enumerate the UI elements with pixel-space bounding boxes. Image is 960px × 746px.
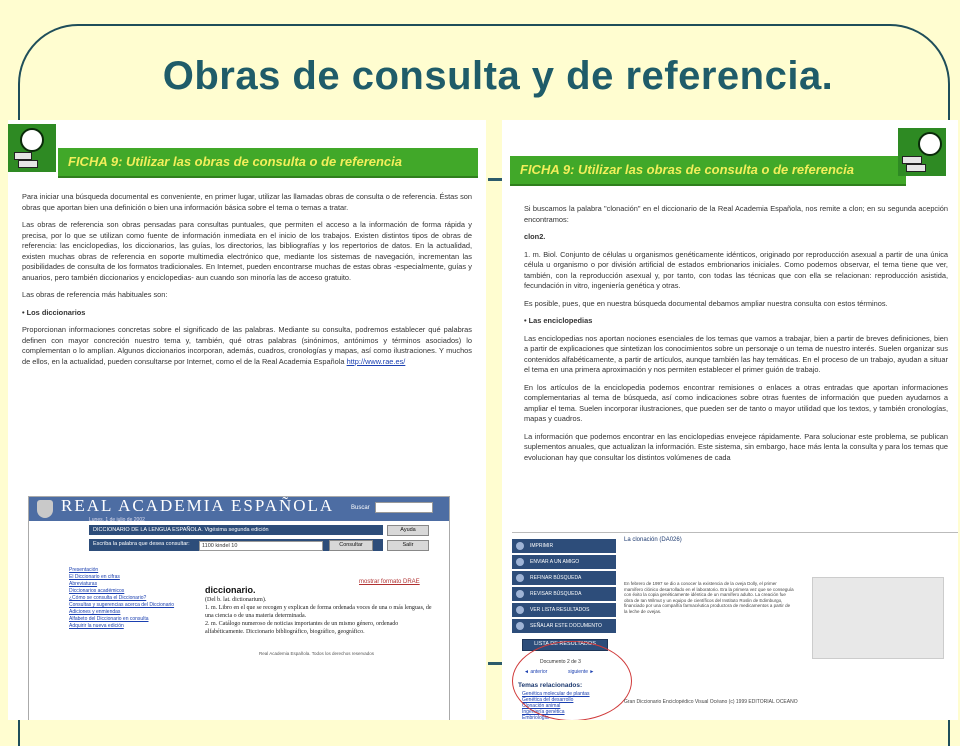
- article-image: [812, 577, 944, 659]
- dict-entry: [205, 585, 439, 636]
- related-link[interactable]: Clonación animal: [522, 703, 561, 709]
- consulta-label: Escriba la palabra que desea consultar:: [93, 541, 190, 547]
- rae-link[interactable]: http://www.rae.es/: [346, 356, 406, 366]
- paragraph: En los artículos de la enciclopedia podemos encontrar remisiones o enlaces a otras entradas que aportan informaciones complementarias al tema de búsqueda, así como indicaciones sobre otras fuentes de información que pueden ayudarnos a ampliar el tema. Suelen incorporar ilustraciones, que pueden ser de tanto o mayor utilidad que los textos, y también cronologías, mapas y cuadros.: [524, 382, 948, 423]
- right-page-body: [524, 204, 948, 470]
- paragraph: Las obras de referencia más habituales son:: [22, 290, 168, 299]
- side-button-senalar[interactable]: SEÑALAR ESTE DOCUMENTO: [512, 619, 616, 633]
- left-page-body: [22, 192, 472, 374]
- paragraph-text: Proporcionan informaciones concretas sobre el significado de las palabras. Mediante su consulta, podremos establecer qué palabras definen con mayor concreción nuestro tema y, también, qué otras palabras (sinónimos, antónimos y términos asociados) lo complementan o lo amplían. Algunos diccionarios incorporan, además, cuadros, cronologías y mapas, así como ilustraciones. Y muchos de ellos, en la actualidad, pueden consultarse por Internet, como el de la Real Academia Española: [22, 325, 472, 366]
- slide-title: Obras de consulta y de referencia.: [162, 54, 834, 98]
- entry-etymology: (Del b. lat. dictionarium).: [205, 597, 267, 603]
- rae-crest-icon: [37, 500, 53, 518]
- side-button-revisar[interactable]: REVISAR BÚSQUEDA: [512, 587, 616, 601]
- divider-dash: [488, 178, 502, 181]
- consulta-input[interactable]: [199, 541, 323, 551]
- book-icon: [18, 160, 38, 168]
- dict-bar: DICCIONARIO DE LA LENGUA ESPAÑOLA. Vigésima segunda edición: [89, 525, 383, 535]
- buscar-label: Buscar: [351, 505, 370, 511]
- ficha-logo: [898, 128, 946, 176]
- book-icon: [902, 156, 922, 164]
- globe-icon: [20, 128, 44, 152]
- book-icon: [14, 152, 32, 160]
- side-button-imprimir[interactable]: IMPRIMIR: [512, 539, 616, 553]
- paragraph: Las enciclopedias nos aportan nociones esenciales de los temas que vamos a trabajar, bien a partir de breves definiciones, bien a partir de explicaciones que sintetizan los conocimientos sobre un personaje o un tema de nuestro interés. Suelen organizar sus contenidos alfabéticamente, a partir de artículos, aunque también las hay temáticas. En el proceso de un trabajo, ayudan a situar el tema en una primera aproximación y nos permiten establecer el primer guión de trabajo.: [524, 333, 948, 374]
- formato-link[interactable]: mostrar formato DRAE: [359, 579, 420, 585]
- rae-menu: [69, 567, 199, 630]
- menu-link[interactable]: Alfabeto del Diccionario en consulta: [69, 616, 149, 622]
- menu-link[interactable]: Diccionarios académicos: [69, 588, 125, 594]
- side-button-lista[interactable]: VER LISTA RESULTADOS: [512, 603, 616, 617]
- paragraph: Para iniciar una búsqueda documental es conveniente, en primer lugar, utilizar las llamadas obras de consulta o de referencia. Éstas son obras que aportan bien una definición o bien una información básica sobre el tema o temas a tratar.: [22, 192, 472, 212]
- entry-word: diccionario.: [205, 585, 256, 595]
- paragraph: Las obras de referencia son obras pensadas para consultas puntuales, que permiten el acceso a la información de forma rápida y precisa, por lo que se utilizan como fuente de información inmediata en el inicio de los trabajos. Existen distintos tipos de obras de referencia: las enciclopedias, los diccionarios, las guías, los directorios, las bibliografías y los repertorios de datos. En la actualidad, existen muchas obras de referencia en soporte multimedia electrónico que, mediante los sistemas de navegación, incrementan las posibilidades de consulta de los formatos tradicionales. En Internet, pueden encontrarse muchas de estas obras -especialmente, guías y anuarios, pero también diccionarios y enciclopedias- aun cuando son minoría las de acceso gratuito.: [22, 220, 472, 282]
- ficha-header: FICHA 9: Utilizar las obras de consulta o de referencia: [510, 156, 906, 186]
- encyclopedia-screenshot: [512, 532, 958, 720]
- right-page: [502, 120, 958, 720]
- definition-1: 1. m. Libro en el que se recogen y explican de forma ordenada voces de una o más lenguas, de una ciencia o de una materia determinada.: [205, 605, 432, 619]
- left-page: [8, 120, 486, 720]
- ayuda-button[interactable]: Ayuda: [387, 525, 429, 536]
- paragraph: Si buscamos la palabra "clonación" en el diccionario de la Real Academia Española, nos remite a clon; en su segunda acepción encontramos:: [524, 204, 948, 224]
- ficha-header: FICHA 9: Utilizar las obras de consulta o de referencia: [58, 148, 478, 178]
- paragraph: Es posible, pues, que en nuestra búsqueda documental debamos ampliar nuestra consulta con estos términos.: [524, 298, 888, 308]
- source-line: Gran Diccionario Enciclopédico Visual Océano (c) 1999 EDITORIAL OCEANO: [624, 699, 798, 705]
- consulta-value: 1100 kindel 10: [202, 543, 238, 549]
- book-icon: [906, 164, 926, 172]
- divider-dash: [488, 662, 502, 665]
- related-link[interactable]: Embriología: [522, 715, 549, 720]
- menu-link[interactable]: Consultas y sugerencias acerca del Diccionario: [69, 602, 175, 608]
- side-button-refinar[interactable]: REFINAR BÚSQUEDA: [512, 571, 616, 585]
- bullet-heading: • Los diccionarios: [22, 307, 86, 317]
- paragraph: [22, 325, 472, 367]
- menu-link[interactable]: Adquirir la nueva edición: [69, 623, 124, 629]
- rae-search-input[interactable]: [375, 502, 433, 513]
- rae-date: Lunes, 1 de julio de 2002: [89, 517, 145, 523]
- salir-button[interactable]: Salir: [387, 540, 429, 551]
- related-heading: Temas relacionados:: [518, 682, 583, 689]
- prev-button[interactable]: ◄ anterior: [524, 669, 548, 675]
- related-link[interactable]: Ingeniería genética: [522, 709, 565, 715]
- paragraph: La información que podemos encontrar en las enciclopedias envejece rápidamente. Para solucionar este problema, se publican suplementos anuales, que actualizan la información. Este sistema, sin embargo, hace más lenta la consulta y para los temas que evolucionan hay que consultar los distintos volúmenes de cada: [524, 431, 948, 462]
- related-link[interactable]: Genética molecular de plantas: [522, 691, 590, 697]
- red-annotation-circle: [512, 641, 632, 720]
- article-text: En febrero de 1997 se dio a conocer la existencia de la oveja Dolly, el primer mamífero clónico desarrollado en el laboratorio. Era la primera vez que se conseguía con éxito la copia genéticamente idéntica de un mamífero adulto. La creación fue obra de Ian Wilmut y un equipo de científicos del Instituto Roslin de Edimburgo, financiado por una compañía farmacéutica productora de medicamentos a partir de la leche de ovejas.: [624, 581, 794, 614]
- doc-counter: Documento 2 de 3: [540, 659, 581, 665]
- menu-link[interactable]: Adiciones y enmiendas: [69, 609, 121, 615]
- menu-link[interactable]: Abreviaturas: [69, 581, 98, 587]
- article-title: La clonación (DA026): [624, 537, 682, 543]
- paragraph: 1. m. Biol. Conjunto de células u organismos genéticamente idénticos, originado por reproducción asexual a partir de una única célula u organismo o por división artificial de estados embrionarios iniciales. Como podemos observar, el tema tiene que ver, también, con la reproducción asexual y, por tanto, con todas las técnicas que con ella se relacionan: reproducción asistida, fecundación in vitro, ingeniería genética y otras.: [524, 249, 948, 290]
- globe-icon: [918, 132, 942, 156]
- side-button-enviar[interactable]: ENVIAR A UN AMIGO: [512, 555, 616, 569]
- next-button[interactable]: siguiente ►: [568, 669, 595, 675]
- rae-footer: Real Academia Española. Todos los derechos reservados: [259, 651, 374, 656]
- rae-screenshot: [28, 496, 450, 720]
- menu-link[interactable]: El Diccionario en cifras: [69, 574, 120, 580]
- bullet-heading: • Las enciclopedias: [524, 316, 593, 325]
- clon-heading: clon2.: [524, 232, 546, 241]
- ficha-logo: [8, 124, 56, 172]
- menu-link[interactable]: ¿Cómo se consulta el Diccionario?: [69, 595, 147, 601]
- consultar-button[interactable]: Consultar: [329, 540, 373, 551]
- menu-link[interactable]: Presentación: [69, 567, 99, 573]
- rae-header: [29, 497, 449, 521]
- definition-2: 2. m. Catálogo numeroso de noticias importantes de un mismo género, ordenado alfabéticamente. Diccionario bibliográfico, biográfico, geográfico.: [205, 621, 399, 635]
- rae-name: REAL ACADEMIA ESPAÑOLA: [61, 496, 335, 515]
- lista-resultados-button[interactable]: LISTA DE RESULTADOS: [522, 639, 608, 651]
- related-link[interactable]: Genética del desarrollo: [522, 697, 574, 703]
